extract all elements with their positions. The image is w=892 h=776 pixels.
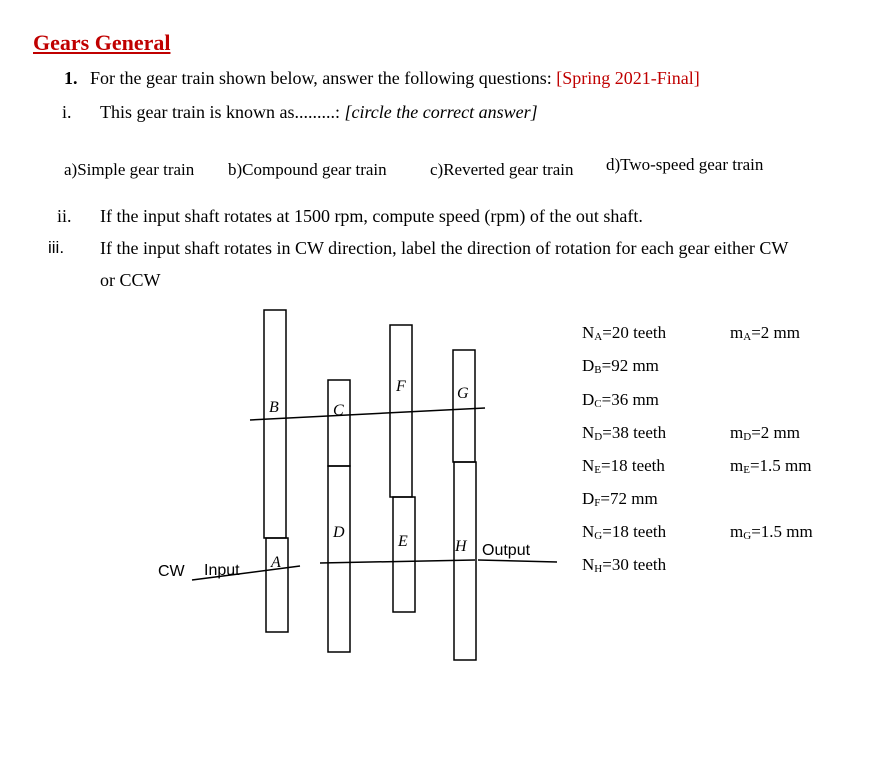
page-title: Gears General [33, 30, 171, 55]
input-direction-label: CW [158, 563, 185, 580]
gear-label-d: D [333, 524, 345, 541]
gear-d [328, 466, 350, 652]
gear-e [393, 497, 415, 612]
gear-label-h: H [455, 538, 467, 555]
option-b[interactable]: b)Compound gear train [228, 160, 387, 179]
question-number: 1. [64, 68, 78, 88]
gear-data-nd: $N_D=38$ teeth [582, 423, 667, 443]
gear-data-ma: $m_A=2$ mm [730, 323, 800, 343]
input-label: Input [204, 562, 240, 579]
question-text: For the gear train shown below, answer the following questions: [90, 68, 552, 88]
option-a[interactable]: a)Simple gear train [64, 160, 195, 179]
gear-data-dc: $D_C=36$ mm [582, 390, 659, 410]
gear-label-a: A [271, 554, 281, 571]
option-c[interactable]: c)Reverted gear train [430, 160, 574, 179]
output-label: Output [482, 542, 531, 559]
option-d[interactable]: d)Two-speed gear train [606, 155, 764, 174]
part-i-label: i. [62, 102, 72, 122]
gear-label-c: C [333, 402, 344, 419]
middle-shaft [320, 560, 475, 563]
gear-label-e: E [398, 533, 408, 550]
gear-a [266, 538, 288, 632]
question-source: [Spring 2021-Final] [556, 68, 700, 88]
gear-data-nh: $N_H=30$ teeth [582, 555, 667, 575]
part-ii-text: If the input shaft rotates at 1500 rpm, compute speed (rpm) of the out shaft. [100, 206, 643, 226]
gear-data-ng: $N_G=18$ teeth [582, 522, 667, 542]
output-shaft [478, 560, 557, 562]
gear-data-md: $m_D=2$ mm [730, 423, 800, 443]
part-ii-label: ii. [57, 206, 72, 226]
part-iii-text-line2: or CCW [100, 270, 161, 290]
part-iii-text-line1: If the input shaft rotates in CW direction, label the direction of rotation for each gear either CW [100, 238, 789, 258]
part-i-question: This gear train is known as.........: [100, 102, 340, 122]
gear-f [390, 325, 412, 497]
gear-data-df: $D_F=72$ mm [582, 489, 658, 509]
gear-g [453, 350, 475, 462]
part-iii-label: iii. [48, 238, 65, 257]
gear-data-db: $D_B=92$ mm [582, 356, 659, 376]
part-i-hint: [circle the correct answer] [344, 102, 538, 122]
gear-b [264, 310, 286, 538]
gear-data-ne: $N_E=18$ teeth [582, 456, 665, 476]
gear-label-g: G [457, 385, 469, 402]
gear-label-f: F [396, 378, 406, 395]
gear-c [328, 380, 350, 466]
gear-label-b: B [269, 399, 279, 416]
gear-data-mg: $m_G=1.5$ mm [730, 522, 813, 542]
gear-data-me: $m_E=1.5$ mm [730, 456, 812, 476]
gear-data-na: $N_A=20$ teeth [582, 323, 667, 343]
